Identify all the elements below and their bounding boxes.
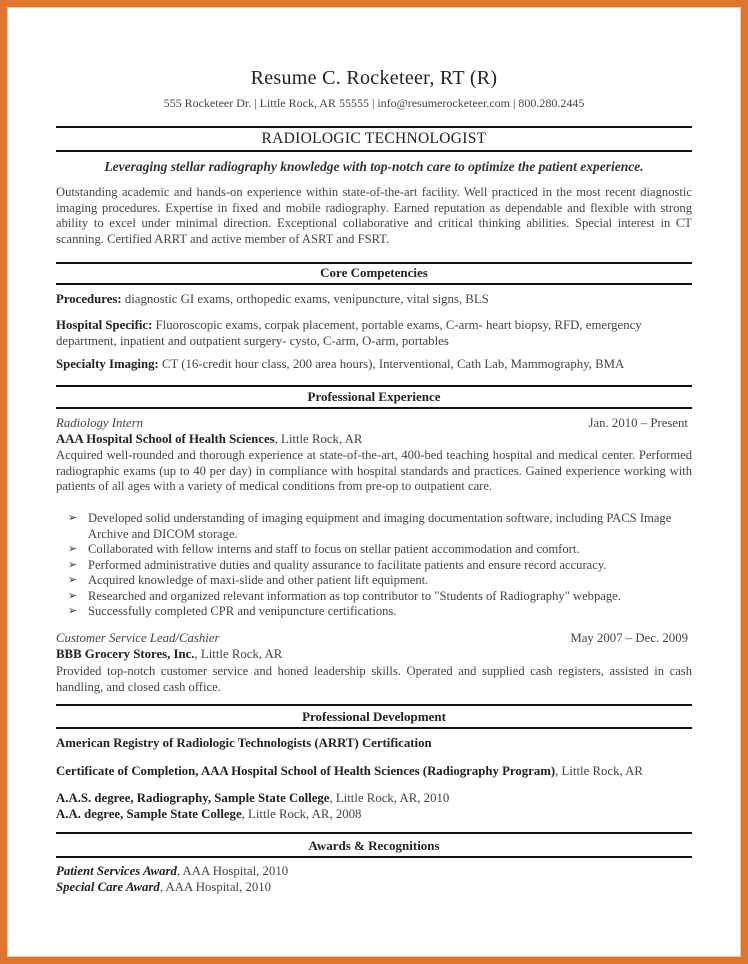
degree: A.A. degree, Sample State College, Little Rock, AR, 2008 bbox=[56, 807, 362, 821]
certification: American Registry of Radiologic Technologists (ARRT) Certification bbox=[56, 736, 432, 750]
list-item: ➢ Performed administrative duties and quality assurance to facilitate patients and ensure record accuracy. bbox=[68, 557, 607, 572]
section-heading-development: Professional Development bbox=[302, 709, 446, 724]
core-item bbox=[56, 292, 692, 308]
list-item: ➢ Developed solid understanding of imaging equipment and imaging documentation software, including PACS Image Archive and DICOM storage. bbox=[68, 511, 672, 541]
job-employer-1: AAA Hospital School of Health Sciences bbox=[56, 432, 275, 446]
core-label: Hospital Specific: bbox=[56, 318, 153, 332]
section-heading-experience: Professional Experience bbox=[307, 389, 441, 404]
job-location-2: , Little Rock, AR bbox=[194, 647, 283, 661]
section-heading-awards: Awards & Recognitions bbox=[308, 838, 440, 853]
divider bbox=[56, 150, 692, 152]
section-heading-core: Core Competencies bbox=[320, 265, 428, 280]
job-header bbox=[56, 631, 692, 647]
job-employer-line bbox=[56, 432, 692, 448]
list-item: ➢ Acquired knowledge of maxi-slide and other patient lift equipment. bbox=[68, 573, 429, 587]
divider bbox=[56, 856, 692, 858]
divider bbox=[56, 283, 692, 285]
list-item: ➢ Collaborated with fellow interns and staff to focus on stellar patient accommodation and comfort. bbox=[68, 542, 580, 556]
summary-paragraph: Outstanding academic and hands-on experience within state-of-the-art facility. Well practiced in the most recent diagnostic imaging procedures. Expertise in fixed and mobile radiography. Earned reputation as dependable and flexible with strong ability to excel under minimal direction. Exceptional collaborative and critical thinking abilities. Special interest in CT scanning. Certified ARRT and active member of ASRT and FSRT. bbox=[56, 185, 692, 246]
job-dates-2: May 2007 – Dec. 2009 bbox=[570, 631, 688, 645]
degree: A.A.S. degree, Radiography, Sample State College, Little Rock, AR, 2010 bbox=[56, 791, 450, 805]
candidate-name: Resume C. Rocketeer, RT (R) bbox=[250, 67, 498, 89]
list-item: ➢ Researched and organized relevant information as top contributor to "Students of Radiography" webpage. bbox=[68, 588, 621, 603]
divider bbox=[56, 704, 692, 706]
tagline: Leveraging stellar radiography knowledge with top-notch care to optimize the patient experience. bbox=[104, 159, 644, 174]
core-item bbox=[56, 318, 692, 349]
job-description-2: Provided top-notch customer service and honed leadership skills. Operated and supplied cash registers, assisted in cash handling, and closed cash office. bbox=[56, 664, 692, 694]
award: Patient Services Award, AAA Hospital, 2010 bbox=[56, 864, 289, 878]
divider bbox=[56, 126, 692, 128]
divider bbox=[56, 407, 692, 409]
divider bbox=[56, 385, 692, 387]
arrow-bullet-icon: ➢ bbox=[68, 605, 78, 617]
job-description-1: Acquired well-rounded and thorough experience at state-of-the-art, 400-bed teaching hospital and medical center. Performed radiographic exams (up to 40 per day) in compliance with hospital standards and practices. Gained experience working with patients of all ages with a variety of medical conditions from pre-op to outpatient care. bbox=[56, 448, 692, 493]
arrow-bullet-icon: ➢ bbox=[68, 574, 78, 586]
divider bbox=[56, 832, 692, 834]
certification: Certificate of Completion, AAA Hospital School of Health Sciences (Radiography Program), Little Rock, AR bbox=[56, 764, 643, 778]
arrow-bullet-icon: ➢ bbox=[68, 589, 78, 602]
core-label: Specialty Imaging: bbox=[56, 357, 159, 371]
core-text: Fluoroscopic exams, corpak placement, portable exams, C-arm- heart biopsy, RFD, emergency department, inpatient and outpatient surgery- cysto, C-arm, O-arm, portables bbox=[56, 318, 642, 348]
job-dates-1: Jan. 2010 – Present bbox=[588, 416, 688, 430]
core-text: diagnostic GI exams, orthopedic exams, venipuncture, vital signs, BLS bbox=[121, 292, 489, 306]
award: Special Care Award, AAA Hospital, 2010 bbox=[56, 880, 272, 894]
core-text: CT (16-credit hour class, 200 area hours), Interventional, Cath Lab, Mammography, BMA bbox=[158, 357, 625, 371]
arrow-bullet-icon: ➢ bbox=[68, 558, 78, 571]
job-title: RADIOLOGIC TECHNOLOGIST bbox=[261, 130, 487, 147]
contact-line: 555 Rocketeer Dr. | Little Rock, AR 55555 | info@resumerocketeer.com | 800.280.2445 bbox=[163, 96, 585, 110]
core-item bbox=[56, 357, 692, 373]
divider bbox=[56, 262, 692, 264]
arrow-bullet-icon: ➢ bbox=[68, 543, 78, 555]
job-title-1: Radiology Intern bbox=[56, 416, 144, 430]
arrow-bullet-icon: ➢ bbox=[68, 512, 78, 524]
job-title-2: Customer Service Lead/Cashier bbox=[56, 631, 220, 645]
job-location-1: , Little Rock, AR bbox=[274, 432, 363, 446]
job-header bbox=[56, 416, 692, 432]
job-bullets-1 bbox=[68, 511, 688, 620]
list-item: ➢ Successfully completed CPR and venipuncture certifications. bbox=[68, 604, 397, 618]
core-label: Procedures: bbox=[56, 292, 122, 306]
job-employer-2: BBB Grocery Stores, Inc. bbox=[56, 647, 195, 661]
job-employer-line bbox=[56, 647, 692, 663]
divider bbox=[56, 727, 692, 729]
